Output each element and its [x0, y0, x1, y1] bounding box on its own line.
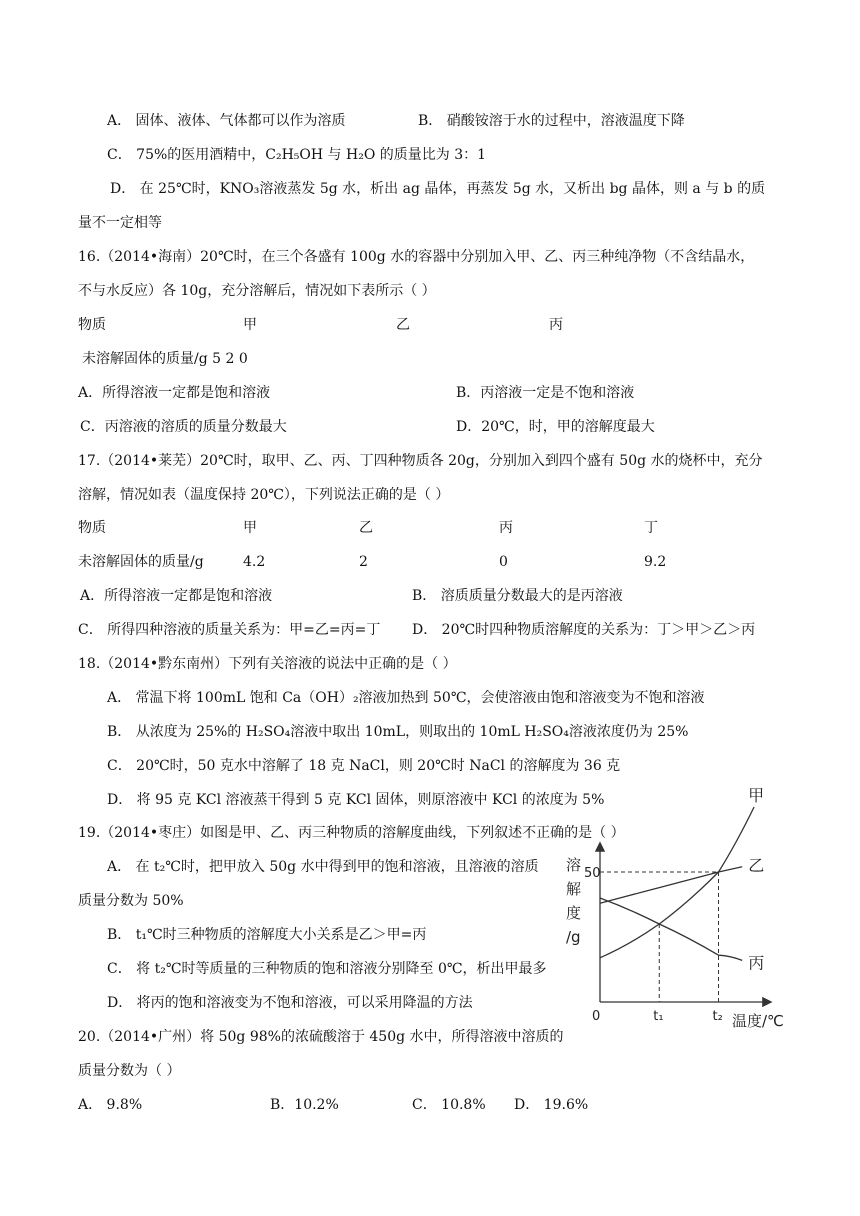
- q19-option-a: A． 在 t₂℃时，把甲放入 50g 水中得到甲的饱和溶液，且溶液的溶质: [107, 859, 539, 875]
- q16-table-header-jia: 甲: [243, 317, 257, 333]
- q16-stem-cont: 不与水反应）各 10g，充分溶解后，情况如下表所示（ ）: [78, 283, 436, 299]
- q17-table-header-bing: 丙: [499, 520, 513, 536]
- q15-option-c: C． 75%的医用酒精中，C₂H₅OH 与 H₂O 的质量比为 3：1: [107, 147, 487, 163]
- q19-option-a-cont: 质量分数为 50%: [78, 893, 184, 909]
- q16-table-row: 未溶解固体的质量/g 5 2 0: [82, 351, 248, 367]
- q17-table-header-yi: 乙: [359, 520, 373, 536]
- solubility-chart: [560, 786, 790, 1030]
- q16-stem: 16.（2014•海南）20℃时，在三个各盛有 100g 水的容器中分别加入甲、乙、丙三种纯净物（不含结晶水，: [78, 249, 755, 265]
- series-2-label: 乙: [748, 855, 765, 875]
- y-tick-50: 50: [584, 866, 601, 881]
- q17-table-cell-yi: 2: [359, 554, 368, 570]
- q18-option-d: D． 将 95 克 KCl 溶液蒸干得到 5 克 KCl 固体，则原溶液中 KCl 的浓度为 5%: [107, 792, 605, 808]
- q20-option-c: C． 10.8%: [412, 1097, 486, 1113]
- q18-option-a: A． 常温下将 100mL 饱和 Ca（OH）₂溶液加热到 50℃，会使溶液由饱和溶液变为不饱和溶液: [107, 690, 705, 706]
- q17-stem: 17.（2014•莱芜）20℃时，取甲、乙、丙、丁四种物质各 20g，分别加入到四个盛有 50g 水的烧杯中，充分: [78, 453, 763, 469]
- chart-labels: [566, 786, 784, 1030]
- q19-option-b: B． t₁℃时三种物质的溶解度大小关系是乙＞甲=丙: [107, 927, 427, 943]
- q17-option-a: A．所得溶液一定都是饱和溶液: [80, 588, 273, 604]
- q17-table-cell-ding: 9.2: [644, 554, 667, 570]
- y-label-char-2: 解: [566, 880, 582, 898]
- q17-table-header-ding: 丁: [644, 520, 658, 536]
- y-label-char-3: 度: [566, 904, 582, 922]
- q15-option-d-cont: 量不一定相等: [78, 215, 162, 231]
- origin-label: 0: [592, 1009, 601, 1024]
- q19-option-d: D． 将丙的饱和溶液变为不饱和溶液，可以采用降温的方法: [107, 995, 473, 1011]
- q17-table-cell-bing: 0: [499, 554, 508, 570]
- q16-table-header-substance: 物质: [78, 317, 106, 333]
- x-tick-t2: t₂: [712, 1009, 723, 1024]
- chart-guides: [600, 872, 719, 1002]
- x-axis-label: 温度/℃: [732, 1012, 784, 1030]
- y-label-char-1: 溶: [566, 856, 582, 874]
- q15-option-a: A． 固体、液体、气体都可以作为溶质: [107, 113, 346, 129]
- q18-option-c: C． 20℃时，50 克水中溶解了 18 克 NaCl，则 20℃时 NaCl 的溶解度为 36 克: [107, 758, 621, 774]
- q20-stem: 20.（2014•广州）将 50g 98%的浓硫酸溶于 450g 水中，所得溶液中溶质的: [78, 1029, 564, 1045]
- q18-option-b: B． 从浓度为 25%的 H₂SO₄溶液中取出 10mL，则取出的 10mL H₂SO₄溶液浓度仍为 25%: [107, 724, 689, 740]
- series-3-label: 丙: [748, 953, 765, 973]
- q16-option-a: A．所得溶液一定都是饱和溶液: [78, 385, 271, 401]
- q17-stem-cont: 溶解，情况如表（温度保持 20℃），下列说法正确的是（ ）: [78, 487, 450, 503]
- q20-option-d: D． 19.6%: [514, 1097, 589, 1113]
- q17-table-header-substance: 物质: [78, 520, 106, 536]
- q18-stem: 18.（2014•黔东南州）下列有关溶液的说法中正确的是（ ）: [78, 656, 457, 672]
- q16-table-header-bing: 丙: [549, 317, 563, 333]
- q19-stem: 19.（2014•枣庄）如图是甲、乙、丙三种物质的溶解度曲线，下列叙述不正确的是（ ）: [78, 825, 625, 841]
- q16-table-header-yi: 乙: [396, 317, 410, 333]
- x-tick-t1: t₁: [653, 1009, 664, 1024]
- q17-table-row-label: 未溶解固体的质量/g: [78, 554, 204, 570]
- q17-table-header-jia: 甲: [243, 520, 257, 536]
- series-3-curve: [600, 898, 742, 960]
- q20-stem-cont: 质量分数为（ ）: [78, 1063, 181, 1079]
- q17-option-c: C． 所得四种溶液的质量关系为：甲=乙=丙=丁: [78, 622, 381, 638]
- q20-option-b: B．10.2%: [270, 1097, 339, 1113]
- q16-option-d: D．20℃，时，甲的溶解度最大: [456, 419, 655, 435]
- q16-option-c: C．丙溶液的溶质的质量分数最大: [80, 419, 287, 435]
- q17-table-cell-jia: 4.2: [243, 554, 266, 570]
- chart-axes: [600, 844, 770, 1002]
- series-1-label: 甲: [748, 786, 765, 805]
- q15-option-b: B． 硝酸铵溶于水的过程中，溶液温度下降: [418, 113, 685, 129]
- q17-option-d: D． 20℃时四种物质溶解度的关系为：丁＞甲＞乙＞丙: [412, 622, 756, 638]
- y-label-char-4: /g: [566, 928, 581, 946]
- q17-option-b: B． 溶质质量分数最大的是丙溶液: [412, 588, 623, 604]
- q19-option-c: C． 将 t₂℃时等质量的三种物质的饱和溶液分别降至 0℃，析出甲最多: [107, 961, 547, 977]
- q15-option-d: D． 在 25℃时，KNO₃溶液蒸发 5g 水，析出 ag 晶体，再蒸发 5g 水，又析出 bg 晶体，则 a 与 b 的质: [110, 181, 766, 197]
- q20-option-a: A． 9.8%: [78, 1097, 143, 1113]
- q16-option-b: B．丙溶液一定是不饱和溶液: [456, 385, 635, 401]
